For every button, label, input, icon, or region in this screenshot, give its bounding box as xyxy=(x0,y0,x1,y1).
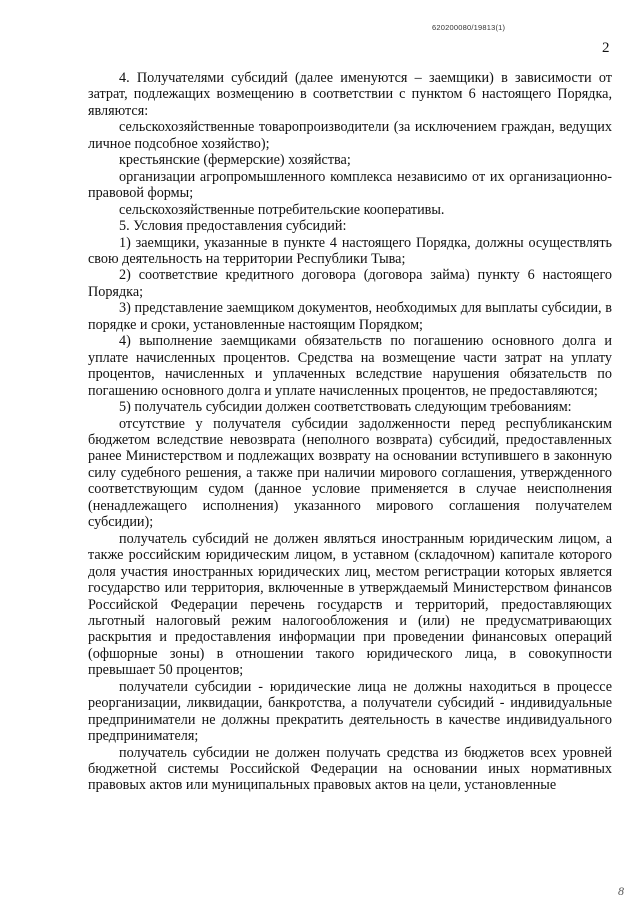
paragraph-condition-4: 4) выполнение заемщиками обязательств по погашению основного долга и уплате начисленных процентов. Средства на возмещение части затрат на уплату процентов, начисленных и уплаченных вследствие нарушения обязательств по погашению основного долга и уплате начисленных процентов, не предоставляются; xyxy=(88,333,612,399)
corner-mark: 8 xyxy=(618,884,624,898)
paragraph-requirement-no-other-funds: получатель субсидии не должен получать средства из бюджетов всех уровней бюджетной системы Российской Федерации на основании иных нормативных правовых актов или муниципальных правовых актов на цели, установленные xyxy=(88,744,612,794)
paragraph-conditions-heading: 5. Условия предоставления субсидий: xyxy=(119,218,347,235)
paragraph-cooperatives: сельскохозяйственные потребительские кооперативы. xyxy=(119,201,445,218)
paragraph-requirement-no-debt: отсутствие у получателя субсидии задолженности перед республиканским бюджетом вследствие невозврата (неполного возврата) субсидий, предоставленных ранее Министерством и подлежащих возврату на основании вступившего в законную силу судебного решения, а также при наличии мирового соглашения, утвержденного соответствующим судом (данное условие применяется в случае неисполнения (ненадлежащего исполнения) указанного мирового соглашения получателем субсидии); xyxy=(88,415,612,531)
document-body xyxy=(88,70,612,794)
paragraph-agri-producers: сельскохозяйственные товаропроизводители (за исключением граждан, ведущих личное подсобное хозяйство); xyxy=(88,119,612,152)
page-number: 2 xyxy=(602,40,610,56)
paragraph-farm-households: крестьянские (фермерские) хозяйства; xyxy=(119,152,351,169)
paragraph-condition-1: 1) заемщики, указанные в пункте 4 настоящего Порядка, должны осуществлять свою деятельность на территории Республики Тыва; xyxy=(88,234,612,267)
paragraph-condition-3: 3) представление заемщиком документов, необходимых для выплаты субсидии, в порядке и сроки, установленные настоящим Порядком; xyxy=(88,300,612,333)
paragraph-requirement-no-reorganization: получатели субсидии - юридические лица не должны находиться в процессе реорганизации, ликвидации, банкротства, а получатели субсидий - индивидуальные предприниматели не должны прекратить деятельность в качестве индивидуального предпринимателя; xyxy=(88,678,612,745)
paragraph-recipients-intro: 4. Получателями субсидий (далее именуются – заемщики) в зависимости от затрат, подлежащих возмещению в соответствии с пунктом 6 настоящего Порядка, являются: xyxy=(88,70,612,119)
paragraph-condition-5: 5) получатель субсидии должен соответствовать следующим требованиям: xyxy=(119,399,572,416)
document-id: 620200080/19813(1) xyxy=(432,23,506,32)
paragraph-requirement-not-foreign: получатель субсидий не должен являться иностранным юридическим лицом, а также российским юридическим лицом, в уставном (складочном) капитале которого доля участия иностранных юридических лиц, местом регистрации которых является государство или территория, включенные в утверждаемый Министерством финансов Российской Федерации перечень государств и территорий, предоставляющих льготный налоговый режим налогообложения и (или) не предусматривающих раскрытия и предоставления информации при проведении финансовых операций (офшорные зоны) в отношении такого юридического лица, в совокупности превышает 50 процентов; xyxy=(88,530,612,679)
paragraph-condition-2: 2) соответствие кредитного договора (договора займа) пункту 6 настоящего Порядка; xyxy=(88,267,612,300)
paragraph-agro-organizations: организации агропромышленного комплекса независимо от их организационно-правовой формы; xyxy=(88,168,612,202)
